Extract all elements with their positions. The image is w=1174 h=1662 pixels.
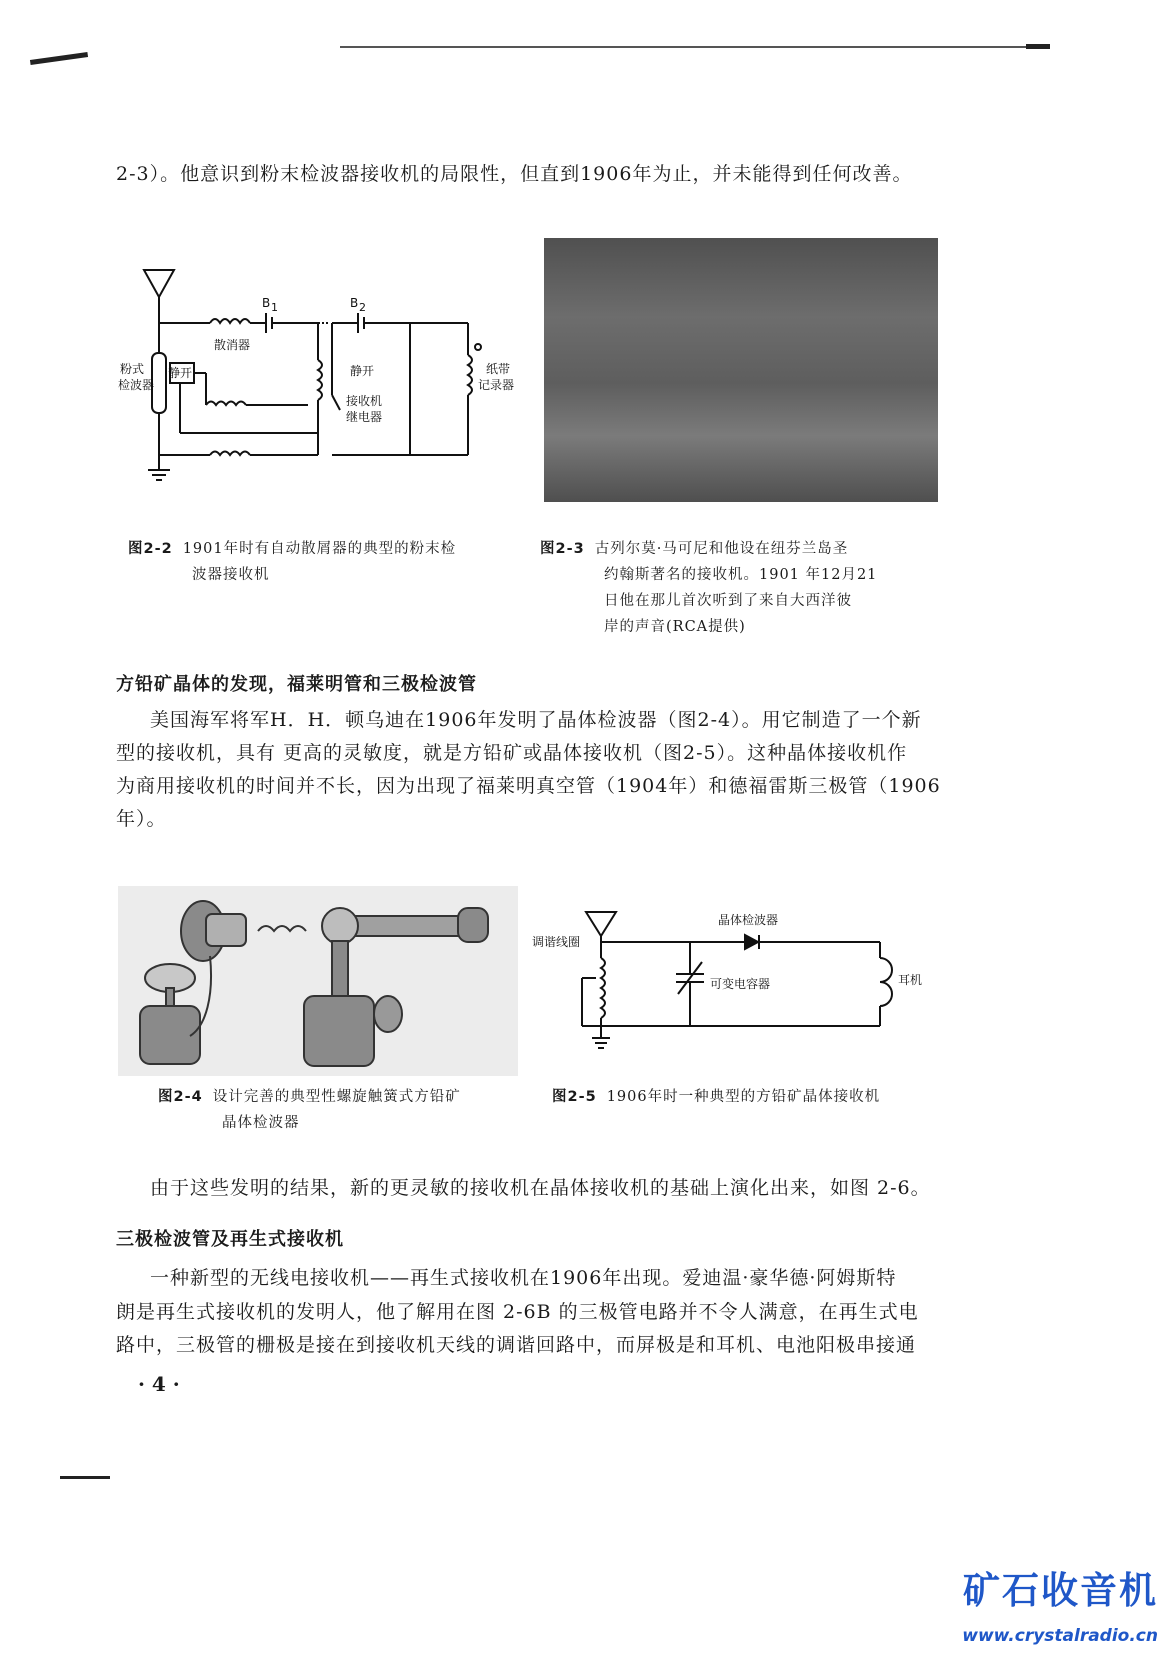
label-decoherer: 散消器 — [214, 338, 251, 352]
middle-text-line: 由于这些发明的结果，新的更灵敏的接收机在晶体接收机的基础上演化出来，如图 2-6。 — [150, 1177, 931, 1199]
label-b2: B — [350, 296, 359, 310]
label-powder-detector-1: 粉式 — [120, 362, 145, 376]
label-tuning-coil: 调谐线圈 — [532, 935, 581, 949]
caption-number: 图2-2 — [128, 541, 173, 557]
section1-line-3: 为商用接收机的时间并不长，因为出现了福莱明真空管（1904年）和德福雷斯三极管（1906 — [116, 775, 941, 797]
label-tape-2: 记录器 — [478, 378, 515, 392]
section1-line-4: 年）。 — [116, 808, 167, 830]
figure-2-4-drawing — [118, 886, 518, 1076]
figure-2-3-caption: 图2-3 古列尔莫·马可尼和他设在纽芬兰岛圣 约翰斯著名的接收机。1901 年12月21 日他在那儿首次听到了来自大西洋彼 岸的声音(RCA提供) — [540, 541, 878, 635]
caption-number: 图2-5 — [552, 1089, 597, 1105]
label-switch-2: 静开 — [350, 364, 375, 378]
figure-2-2-caption: 图2-2 1901年时有自动散屑器的典型的粉末检 波器接收机 — [128, 541, 457, 583]
section-heading-triode: 三极检波管及再生式接收机 — [116, 1229, 344, 1250]
figure-2-5-schematic — [530, 898, 940, 1058]
section1-line-2: 型的接收机，具有 更高的灵敏度，就是方铅矿或晶体接收机（图2-5）。这种晶体接收机作 — [116, 742, 908, 764]
scan-edge-line — [340, 46, 1040, 48]
section2-line-3: 路中，三极管的栅极是接在到接收机天线的调谐回路中，而屏极是和耳机、电池阳极串接通 — [116, 1334, 917, 1356]
watermark-name: 矿石收音机 — [963, 1569, 1158, 1612]
section-heading-galena: 方铅矿晶体的发现，福莱明管和三极检波管 — [116, 674, 477, 695]
label-variable-capacitor: 可变电容器 — [710, 977, 771, 991]
figure-2-2-schematic — [118, 255, 538, 495]
figure-2-4-caption: 图2-4 设计完善的典型性螺旋触簧式方铅矿 晶体检波器 — [158, 1089, 461, 1131]
section2-line-2: 朗是再生式接收机的发明人，他了解用在图 2-6B 的三极管电路并不令人满意，在再生式电 — [116, 1301, 919, 1323]
page-number: · 4 · — [138, 1372, 180, 1396]
section2-line-1: 一种新型的无线电接收机——再生式接收机在1906年出现。爱迪温·豪华德·阿姆斯特 — [150, 1267, 897, 1289]
label-crystal-detector: 晶体检波器 — [718, 913, 779, 927]
top-text-line: 2-3）。他意识到粉末检波器接收机的局限性，但直到1906年为止，并未能得到任何改善。 — [116, 163, 913, 185]
figure-2-3-photo — [544, 238, 938, 502]
label-switch-1: 静开 — [168, 366, 193, 380]
section1-line-1: 美国海军将军H．H．顿乌迪在1906年发明了晶体检波器（图2-4）。用它制造了一个新 — [150, 709, 922, 731]
caption-number: 图2-4 — [158, 1089, 203, 1105]
svg-text:2: 2 — [359, 301, 366, 314]
label-powder-detector-2: 检波器 — [118, 378, 155, 392]
label-relay-2: 继电器 — [346, 410, 383, 424]
svg-text:1: 1 — [271, 301, 278, 314]
caption-number: 图2-3 — [540, 541, 585, 557]
scan-edge-mark — [1026, 44, 1050, 49]
label-earphone: 耳机 — [898, 973, 923, 987]
scan-edge-mark — [30, 52, 88, 65]
scan-edge-mark — [60, 1476, 110, 1479]
label-relay-1: 接收机 — [346, 394, 383, 408]
label-tape-1: 纸带 — [486, 362, 511, 376]
label-b1: B — [262, 296, 271, 310]
watermark-url: www.crystalradio.cn — [962, 1626, 1158, 1646]
figure-2-5-caption: 图2-5 1906年时一种典型的方铅矿晶体接收机 — [552, 1089, 881, 1105]
